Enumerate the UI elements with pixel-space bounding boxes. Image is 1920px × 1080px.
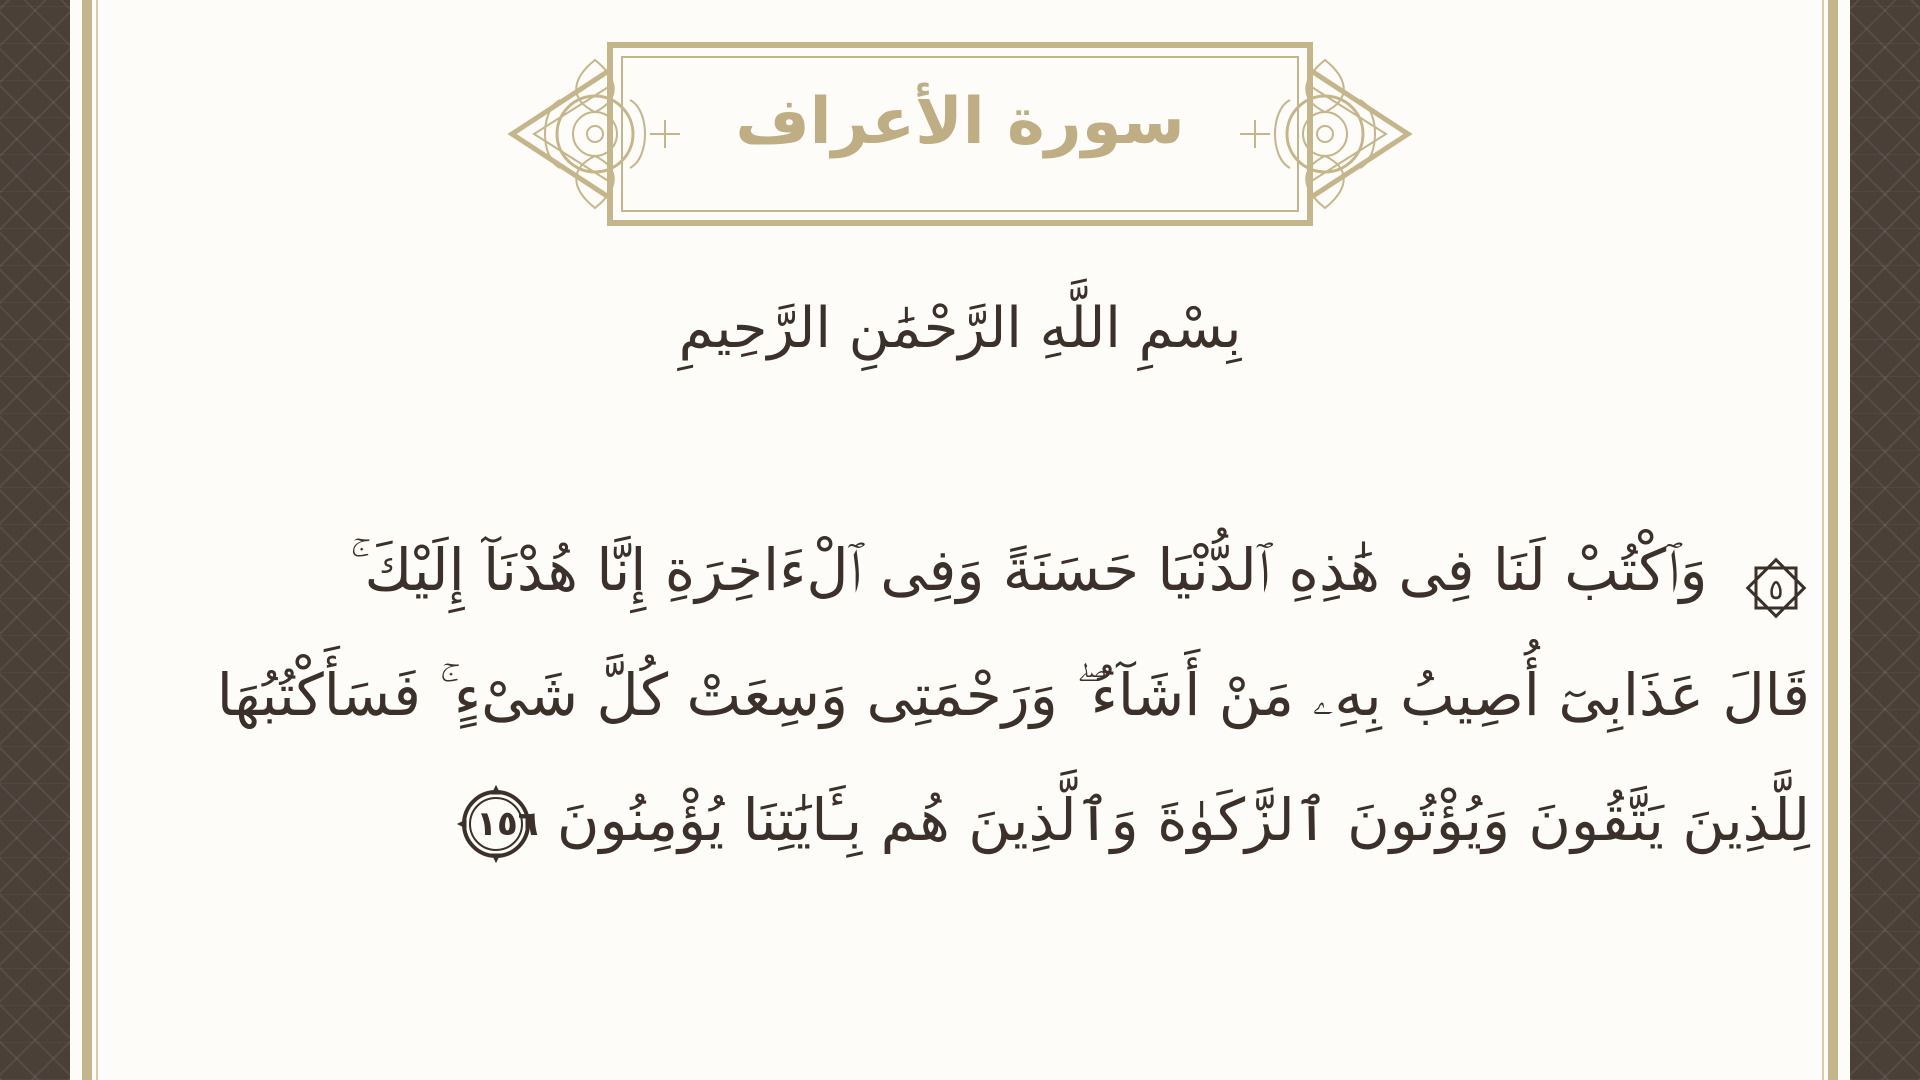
verse-line-2 (110, 633, 1810, 758)
verse-line-3-text: لِلَّذِينَ يَتَّقُونَ وَيُؤْتُونَ ٱلزَّكَوٰةَ وَٱلَّذِينَ هُم بِـَٔايَٰتِنَا يُؤْمِنُونَ (556, 786, 1810, 854)
left-ornamental-border (0, 0, 70, 1080)
verse-text (110, 508, 1810, 883)
right-ornamental-border (1850, 0, 1920, 1080)
surah-title: سورة الأعراف (735, 85, 1185, 159)
basmala: بِسْمِ اللَّهِ الرَّحْمَٰنِ الرَّحِيمِ (678, 296, 1242, 361)
verse-line-2-text: قَالَ عَذَابِىٓ أُصِيبُ بِهِۦ مَنْ أَشَآءُ ۖ وَرَحْمَتِى وَسِعَتْ كُلَّ شَىْءٍ ۚ فَسَأَكْتُبُهَا (216, 661, 1810, 729)
right-gold-rule (1828, 0, 1838, 1080)
ayah-end-medallion-icon (454, 782, 538, 866)
verse-line-1-text: وَٱكْتُبْ لَنَا فِى هَٰذِهِ ٱلدُّنْيَا حَسَنَةً وَفِى ٱلْءَاخِرَةِ إِنَّا هُدْنَآ إِلَيْكَ ۚ (350, 536, 1708, 604)
right-thin-rule (1822, 0, 1824, 1080)
verse-line-3 (110, 758, 1810, 883)
hizb-marker-text: ٥ (1768, 572, 1784, 606)
left-gold-rule (82, 0, 92, 1080)
left-thin-rule (96, 0, 98, 1080)
eight-point-star-icon (1742, 540, 1810, 608)
ayah-number: ١٥٦ (476, 803, 539, 844)
verse-line-1 (110, 508, 1810, 633)
surah-title-banner (500, 40, 1420, 230)
